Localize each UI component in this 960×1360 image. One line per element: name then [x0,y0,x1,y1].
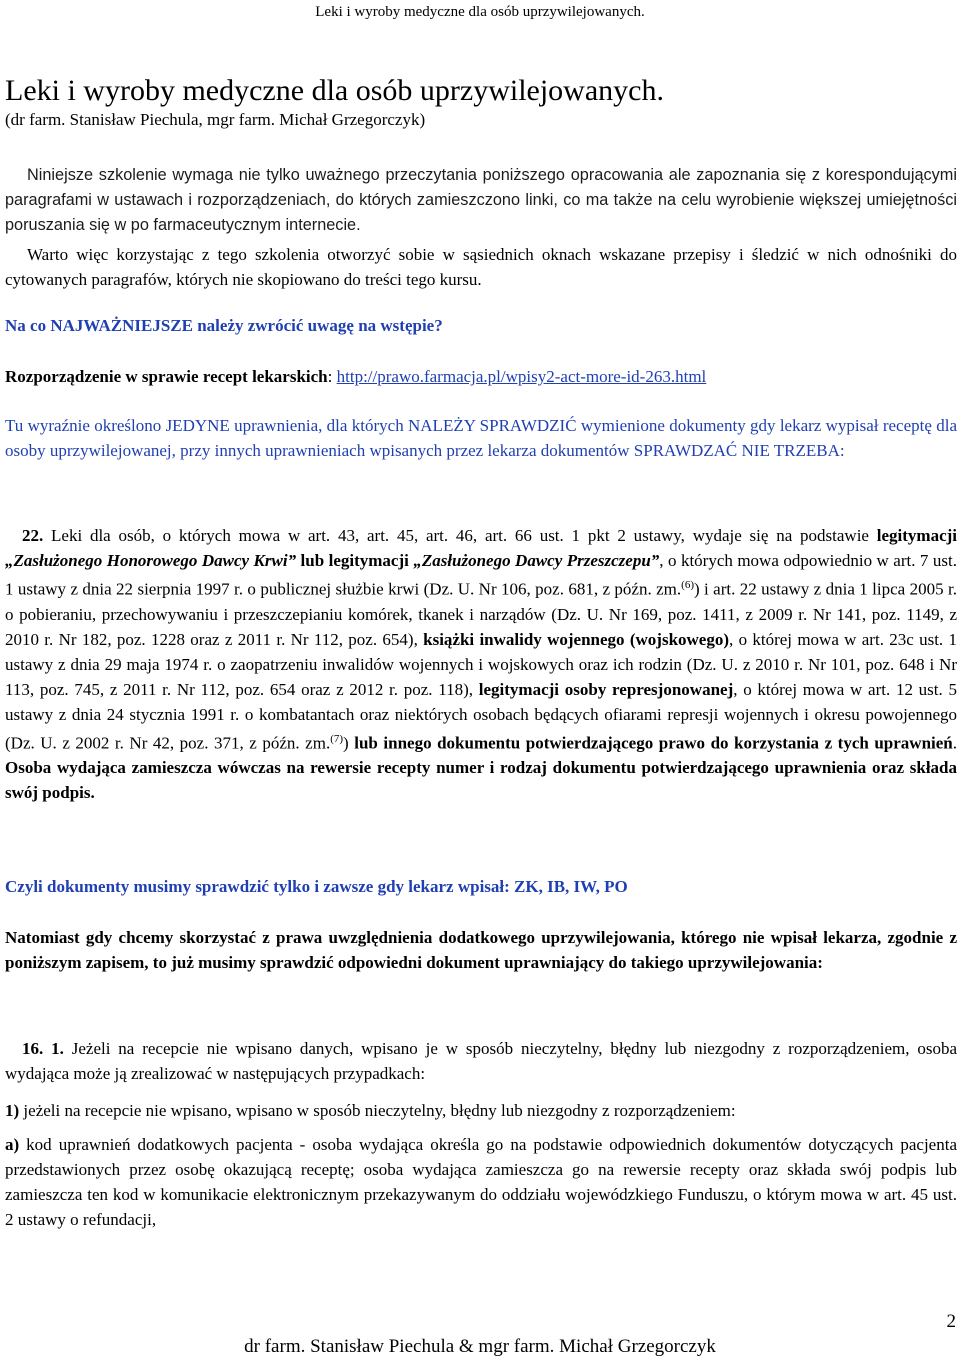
para22-bold-italic-2: „Zasłużonego Dawcy Przeszczepu” [413,551,660,570]
rozporzadzenie-line [5,364,957,389]
para22-bold-5: lub innego dokumentu potwierdzającego prawo do korzystania z tych uprawnień [354,733,953,753]
point-1 [5,1098,957,1123]
intro-text: Niniejsze szkolenie wymaga nie tylko uważnego przeczytania poniższego opracowania ale zapoznania się z korespondującymi paragrafami w ustawach i rozporządzeniach, do których zamieszczono linki, co ma także na celu wyrobienie większej umiejętności poruszania się w po farmaceutycznym internecie. [5,166,957,234]
paragraph-22 [5,523,957,805]
tu-text: Tu wyraźnie określono JEDYNE uprawnienia, dla których NALEŻY SPRAWDZIĆ wymienione dokumenty gdy lekarz wypisał receptę dla osoby uprzywilejowanej, przy innych uprawnieniach wpisanych przez lekarza dokumentów SPRAWDZAĆ NIE TRZEBA: [5,416,957,460]
para22-bold-6: Osoba wydająca zamieszcza wówczas na rewersie recepty numer i rodzaj dokumentu potwierdzającego uprawnienia oraz składa swój podpis. [5,758,957,803]
para16-number: 16. 1. [22,1039,64,1058]
para22-bold-italic-1: „Zasłużonego Honorowego Dawcy Krwi” [5,551,297,570]
para16-text: Jeżeli na recepcie nie wpisano danych, wpisano je w sposób nieczytelny, błędny lub niezgodny z rozporządzeniem, osoba wydająca może ją zrealizować w następujących przypadkach: [5,1039,957,1083]
paragraph-16 [5,1036,957,1086]
para22-footnote-7: (7) [330,732,344,745]
para22-number: 22. [22,526,44,545]
rozporzadzenie-label: Rozporządzenie w sprawie recept lekarskich [5,367,328,386]
document-authors: (dr farm. Stanisław Piechula, mgr farm. Michał Grzegorczyk) [5,110,426,129]
natomiast-paragraph [5,925,957,975]
intro-paragraph [5,163,957,238]
rozporzadzenie-separator: : [327,367,337,386]
warto-text: Warto więc korzystając z tego szkolenia otworzyć sobie w sąsiednich oknach wskazane przepisy i śledzić w nich odnośniki do cytowanych paragrafów, których nie skopiowano do treści tego kursu. [5,245,957,289]
footer-authors: dr farm. Stanisław Piechula & mgr farm. Michał Grzegorczyk [244,1336,716,1357]
rozporzadzenie-link[interactable]: http://prawo.farmacja.pl/wpisy2-act-more-id-263.html [336,367,707,386]
point-a-letter: a) [5,1135,20,1154]
para22-bold-2: lub legitymacji [296,551,414,570]
natomiast-text: Natomiast gdy chcemy skorzystać z prawa uwzględnienia dodatkowego uprzywilejowania, którego nie wpisał lekarza, zgodnie z poniższym zapisem, to już musimy sprawdzić odpowiedni dokument uprawniający do takiego uprzywilejowania: [5,928,957,972]
page-number: 2 [946,1311,956,1332]
para22-text-1: Leki dla osób, o których mowa w art. 43, art. 45, art. 46, art. 66 ust. 1 pkt 2 ustawy, wydaje się na podstawie [43,526,877,545]
para22-text-3: ) i art. 22 ustawy z dnia 1 lipca 2005 r. o pobieraniu, przechowywaniu i przeszczepianiu komórek, tkanek i narządów (Dz. U. Nr 169, poz. 1411, z 2009 r. Nr 141, poz. 1149, z 2010 r. Nr 182, poz. 1228 oraz z 2011 r. Nr 112, poz. 654), [5,579,957,649]
point-1-number: 1) [5,1101,20,1120]
czyli-heading: Czyli dokumenty musimy sprawdzić tylko i zawsze gdy lekarz wpisał: ZK, IB, IW, PO [5,877,628,896]
running-header: Leki i wyroby medyczne dla osób uprzywilejowanych. [315,4,645,20]
para22-bold-3: książki inwalidy wojennego (wojskowego) [423,629,730,649]
para22-text-5: , o której mowa w art. 12 ust. 5 ustawy z dnia 24 stycznia 1991 r. o kombatantach oraz niektórych osobach będących ofiarami represji wojennych i okresu powojennego (Dz. U. z 2002 r. Nr 42, poz. 371, z późn. zm. [5,679,957,753]
para22-footnote-6: (6) [681,579,694,591]
point-a [5,1132,957,1232]
document-title: Leki i wyroby medyczne dla osób uprzywilejowanych. [5,74,664,107]
para22-text-6: ) [343,733,355,753]
tu-paragraph [5,413,957,463]
para22-text-2: , o których mowa odpowiednio w art. 7 ust. 1 ustawy z dnia 22 sierpnia 1997 r. o publicznej służbie krwi (Dz. U. Nr 106, poz. 681, z późn. zm. [5,551,957,599]
para22-bold-4: legitymacji osoby represjonowanej [478,679,734,699]
point-a-text: kod uprawnień dodatkowych pacjenta - osoba wydająca określa go na podstawie odpowiednich dokumentów dotyczących pacjenta przedstawionych przez osobę okazującą receptę; osoba wydająca zamieszcza go na rewersie recepty oraz składa swój podpis lub zamieszcza ten kod w komunikacie elektronicznym przekazywanym do oddziału wojewódzkiego Funduszu, o którym mowa w art. 45 ust. 2 ustawy o refundacji, [5,1135,957,1229]
warto-paragraph [5,242,957,292]
question-heading: Na co NAJWAŻNIEJSZE należy zwrócić uwagę na wstępie? [5,316,443,335]
para22-text-4: , o której mowa w art. 23c ust. 1 ustawy z dnia 29 maja 1974 r. o zaopatrzeniu inwalidów wojennych i wojskowych oraz ich rodzin (Dz. U. z 2010 r. Nr 101, poz. 648 i Nr 113, poz. 745, z 2011 r. Nr 112, poz. 654 oraz z 2012 r. poz. 118), [5,629,957,699]
point-1-text: jeżeli na recepcie nie wpisano, wpisano w sposób nieczytelny, błędny lub niezgodny z rozporządzeniem: [19,1101,736,1120]
para22-text-7: . [952,733,958,753]
para22-bold-1: legitymacji [876,526,957,545]
